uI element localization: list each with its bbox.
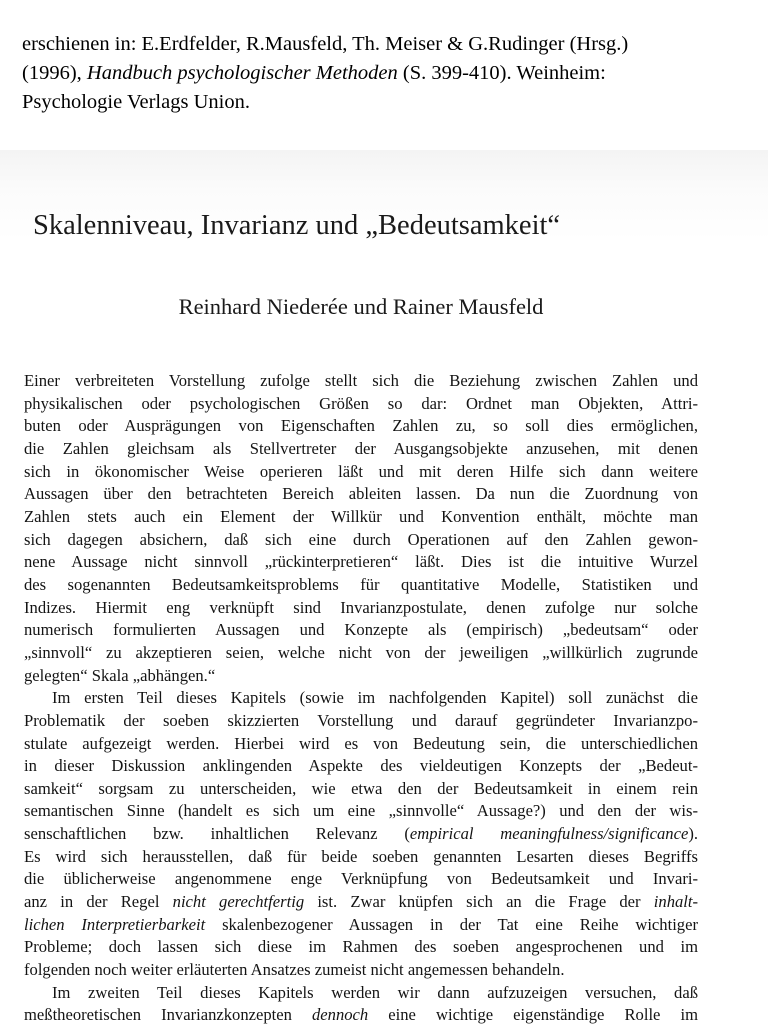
text-segment: ist. Zwar knüpfen sich an die Frage der <box>304 892 654 912</box>
text-line: Problematik der soeben skizzierten Vorstellung und darauf gegründeter Invarianzpo- <box>24 710 698 730</box>
text-segment: eine wichtige eigenständige Rolle im <box>368 1005 698 1025</box>
text-segment: senschaftlichen bzw. inhaltlichen Relevanz ( <box>24 824 410 844</box>
text-line: Probleme; doch lassen sich diese im Rahmen des soeben angesprochenen und im <box>24 937 698 957</box>
text-line: Aussagen über den betrachteten Bereich ableiten lassen. Da nun die Zuordnung von <box>24 484 698 504</box>
text-line <box>24 823 698 846</box>
paragraph-2 <box>24 687 698 982</box>
text-line: in dieser Diskussion anklingenden Aspekte des vieldeutigen Konzepts der „Bedeut- <box>24 756 698 776</box>
text-line: Im ersten Teil dieses Kapitels (sowie im nachfolgenden Kapitel) soll zunächst die <box>52 688 698 708</box>
emphasis: dennoch <box>312 1005 369 1025</box>
text-line <box>24 914 698 937</box>
citation-year: (1996), <box>22 62 87 84</box>
text-line: „sinnvoll“ zu akzeptieren seien, welche nicht von der jeweiligen „willkürlich zugrunde <box>24 642 698 662</box>
citation-pages: (S. 399-410). Weinheim: <box>397 62 606 84</box>
emphasis: nicht gerechtfertig <box>172 892 305 912</box>
text-line: Indizes. Hiermit eng verknüpft sind Invarianzpostulate, denen zufolge nur solche <box>24 597 698 617</box>
text-line <box>24 891 698 914</box>
text-line: Es wird sich herausstellen, daß für beide soeben genannten Lesarten dieses Begriffs <box>24 846 698 866</box>
text-line: buten oder Ausprägungen von Eigenschaften Zahlen zu, so soll dies ermöglichen, <box>24 416 698 436</box>
citation-line-1: erschienen in: E.Erdfelder, R.Mausfeld, Th. Meiser & G.Rudinger (Hrsg.) <box>22 33 629 55</box>
paragraph-3 <box>24 982 698 1027</box>
citation-book-title: Handbuch psychologischer Methoden <box>86 62 398 84</box>
text-line: gelegten“ Skala „abhängen.“ <box>24 665 216 685</box>
citation-line-3: Psychologie Verlags Union. <box>22 91 250 113</box>
text-line: samkeit“ sorgsam zu unterscheiden, wie etwa den der Bedeutsamkeit in einem rein <box>24 778 698 798</box>
text-line: semantischen Sinne (handelt es sich um eine „sinnvolle“ Aussage?) und den der wis- <box>24 801 698 821</box>
text-segment: meßtheoretischen Invarianzkonzepten <box>24 1005 312 1025</box>
text-line: stulate aufgezeigt werden. Hierbei wird es von Bedeutung sein, die unterschiedlichen <box>24 733 698 753</box>
text-line: Zahlen stets auch ein Element der Willkür und Konvention enthält, möchte man <box>24 506 698 526</box>
article-authors: Reinhard Niederée und Rainer Mausfeld <box>178 294 544 319</box>
text-line: physikalischen oder psychologischen Größen so dar: Ordnet man Objekten, Attri- <box>24 393 698 413</box>
text-segment: ). <box>688 824 699 844</box>
text-line: sich dagegen absichern, daß sich eine durch Operationen auf den Zahlen gewon- <box>24 529 698 549</box>
article-body <box>24 370 698 1027</box>
text-segment: anz in der Regel <box>24 892 173 912</box>
text-line: nene Aussage nicht sinnvoll „rückinterpretieren“ läßt. Dies ist die intuitive Wurzel <box>24 552 698 572</box>
text-line: die üblicherweise angenommene enge Verknüpfung von Bedeutsamkeit und Invari- <box>24 869 698 889</box>
text-segment: skalenbezogener Aussagen in der Tat eine Reihe wichtiger <box>205 914 698 934</box>
text-line: Einer verbreiteten Vorstellung zufolge stellt sich die Beziehung zwischen Zahlen und <box>24 371 698 390</box>
emphasis: inhalt- <box>653 892 699 912</box>
text-line: die Zahlen gleichsam als Stellvertreter der Ausgangsobjekte anzusehen, mit denen <box>24 438 698 458</box>
paragraph-1 <box>24 370 698 687</box>
text-line: sich in ökonomischer Weise operieren läßt und mit deren Hilfe sich dann weitere <box>24 461 698 481</box>
article-title: Skalenniveau, Invarianz und „Bedeutsamkeit“ <box>33 210 561 241</box>
citation-line-2 <box>22 59 752 88</box>
text-line: folgenden noch weiter erläuterten Ansatzes zumeist nicht angemessen behandeln. <box>24 960 565 980</box>
emphasis: lichen Interpretierbarkeit <box>24 914 206 934</box>
emphasis: empirical meaningfulness/significance <box>409 824 689 844</box>
text-line: numerisch formulierten Aussagen und Konzepte als (empirisch) „bedeutsam“ oder <box>24 620 698 640</box>
citation-header <box>22 30 752 117</box>
text-line: des sogenannten Bedeutsamkeitsproblems für quantitative Modelle, Statistiken und <box>24 574 698 594</box>
text-line: Im zweiten Teil dieses Kapitels werden wir dann aufzuzeigen versuchen, daß <box>52 982 698 1002</box>
